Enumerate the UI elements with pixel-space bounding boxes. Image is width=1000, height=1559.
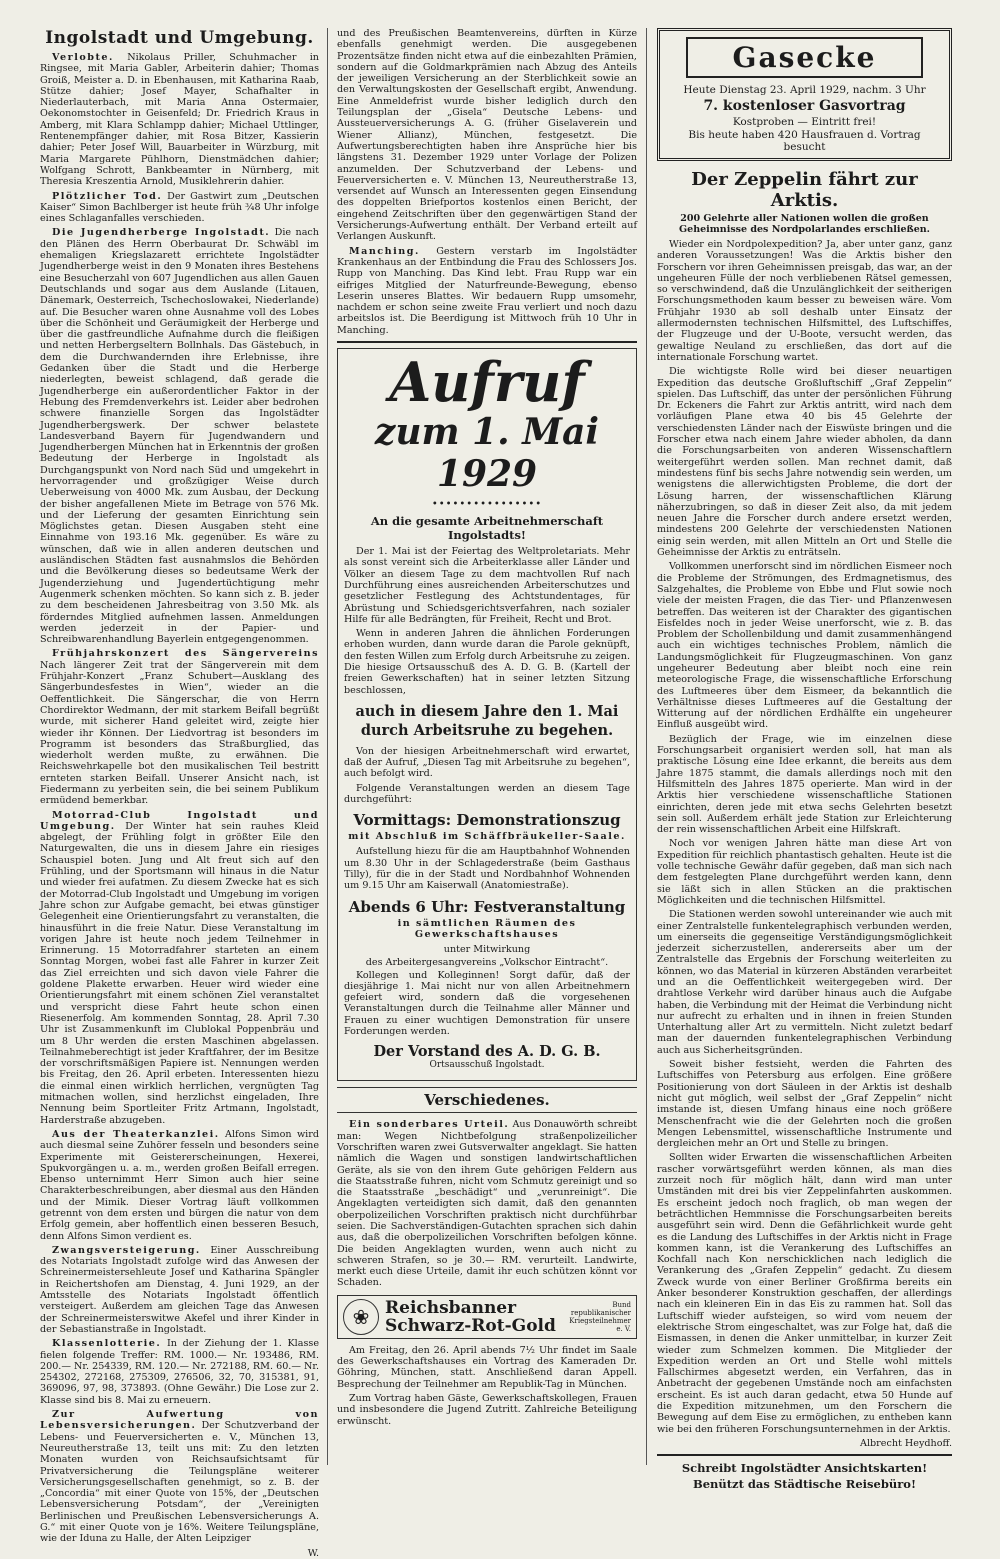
article-lead: Verlobte. bbox=[52, 52, 114, 63]
event-evening: Abends 6 Uhr: Festveranstaltung bbox=[348, 897, 626, 916]
zeppelin-paragraph: Die wichtigste Rolle wird bei dieser neuartigen Expedition das deutsche Großluftschiff „Graf Zeppelin“ spielen. Das Luftschiff, das unter der persönlichen Führung Dr. Eckeners die Fahrt zur Arktis antritt, wird nach dem vorläufigen Plane etwa 40 bis 45 Gelehrte der verschiedensten Länder nach der Eiswüste bringen und die Forscher etwa nach einem Jahre wieder abholen, da dann die Forschungsarbeiten von anderen Wissenschaftlern weitergeführt werden sollen. Man rechnet damit, daß mindestens fünf bis sechs Jahre notwendig sein werden, um wenigstens die allerwichtigsten Probleme, die dort der Lösung harren, der wissenschaftlichen Klärung näherzubringen, so daß in dieser Zeit also, da mit jedem neuen Jahre die Forscher durch andere ersetzt werden, mindestens 200 Gelehrte der verschiedensten Nationen einig sein werden, mit allen Mitteln an Ort und Stelle die Geheimnisse der Arktis zu enträtseln. bbox=[657, 366, 952, 559]
appeal-date: zum 1. Mai 1929 bbox=[374, 411, 600, 496]
appeal-paragraph: Wenn in anderen Jahren die ähnlichen Forderungen erhoben wurden, dann wurde daran die Parole geknüpft, den festen Willen zum Erfolg durch Arbeitsruhe zu zeigen. Die hiesige Ortsausschuß des A. D. G. B. (Kartell der freien Gewerkschaften) hat in seiner letzten Sitzung beschlossen, bbox=[344, 628, 630, 696]
appeal-highlight: auch in diesem Jahre den 1. Mai durch Arbeitsruhe zu begehen. bbox=[355, 702, 619, 739]
local-article bbox=[40, 227, 319, 645]
zeppelin-paragraph: Sollten wider Erwarten die wissenschaftlichen Arbeiten rascher vorwärtsgeführt werden können, als man dies zurzeit noch für möglich hält, dann wird man unter Umständen mit drei bis vier Zeppelinfahrten auskommen. Es erscheint jedoch noch fraglich, ob man wegen der beträchtlichen Hemmnisse die Forschungsarbeiten bereits ausgeführt sein wird. Denn die Gefährlichkeit wurde geht es die Landung des Luftschiffes in der Arktis nicht in Frage kommen kann, ist die Verankerung des Luftschiffes an Kochfall nach Kon nerschicklichen nach lediglich die Verankerung des „Grafen Zeppelin“ gedacht. Zu diesem Zweck wurde von einer Berliner Großfirma bereits ein Anker besonderer Konstruktion geschaffen, der allerdings nach ein kleineren Ein in das Eis zu rammen hat. Soll das Luftschiff wieder aufsteigen, so wird vom neuem der elektrische Strom eingeschaltet, was zur Folge hat, daß die Eismassen, in denen die Anker unmittelbar, in kurzer Zeit wieder zum Schmelzen kommen. Die Mitglieder der Expedition werden an Ort und Stelle wohl mittels Fallschirmes abgesetzt werden, ein Verfahren, das in Anbetracht der gegebenen Umstände noch am einfachsten erscheint. Es ist auch daran gedacht, etwa 50 Hunde auf die Expedition mitzunehmen, um den Forschern die Bewegung auf dem Eise zu ermöglichen, zu entheben kann wie bei den früheren Forschungsunternehmen in der Arktis. bbox=[657, 1152, 952, 1435]
local-article bbox=[40, 52, 319, 188]
local-articles bbox=[40, 52, 319, 1545]
zeppelin-author: Albrecht Heydhoff. bbox=[860, 1437, 952, 1449]
urteil-article bbox=[337, 1119, 637, 1288]
local-article bbox=[40, 191, 319, 225]
appeal-paragraph: Aufstellung hiezu für die am Hauptbahnhof Wohnenden um 8.30 Uhr in der Schlagederstraße (beim Gasthaus Tilly), für die in der Stadt und Nordbahnhof Wohnenden um 9.15 Uhr am Kaiserwall (Anatomiestraße). bbox=[344, 846, 630, 892]
local-article bbox=[40, 1338, 319, 1406]
article-text: Alfons Simon wird auch diesmal seine Zuhörer fesseln und besonders seine Experimente mit Geistererscheinungen, Hexerei, Spukvorgängen u. a. m., werden großen Beifall erregen. Ebenso unternimmt Herr Simon auch hier seine Charakterbeschreibungen, aber diesmal aus den Händen und der Mimik. Dieser Vortrag läuft vollkommen getrennt von dem ersten und bürgen die natur von dem Erfolg gemein, aber hoffentlich einen besseren Besuch, denn Alfons Simon verdient es. bbox=[40, 1128, 319, 1242]
article-text: In der Ziehung der 1. Klasse fielen folgende Treffer: RM. 1000.— Nr. 193486, RM. 200.— Nr. 254339, RM. 120.— Nr. 272188, RM. 60.— Nr. 254302, 272168, 275309, 276506, 32, 70, 315381, 91, 369096, 97, 98, 373893. (Ohne Gewähr.) Die Lose zur 2. Klasse sind bis 8. Mai zu erneuern. bbox=[40, 1338, 319, 1406]
local-article bbox=[40, 1245, 319, 1335]
appeal-title: Aufruf bbox=[389, 350, 585, 415]
reichsbanner-text: Zum Vortrag haben Gäste, Gewerkschaftskollegen, Frauen und insbesondere die Jugend Zutritt. Zahlreiche Beteiligung erwünscht. bbox=[337, 1392, 637, 1427]
column-right bbox=[647, 28, 953, 1491]
local-article bbox=[40, 1409, 319, 1545]
manching-lead: Manching. bbox=[349, 245, 420, 257]
gasecke-free: Kostproben — Eintritt frei! bbox=[732, 116, 877, 128]
article-lead: Klassenlotterie. bbox=[52, 1338, 162, 1350]
zeppelin-paragraph: Wieder ein Nordpolexpedition? Ja, aber unter ganz, ganz anderen Voraussetzungen! Was die Arktis bisher den Forschern vor ihren Geheimnissen preisgab, das war, an der ungeheuren Fülle der noch verbliebenen Rätsel gemessen, so verschwindend, daß die Unzulänglichkeit der seitherigen Forschungsmethoden kaum besser zu beweisen wäre. Vom Frühjahr 1930 ab soll deshalb unter Einsatz der allermodernsten technischen Hilfsmittel, des Luftschiffes, der Flugzeuge und der U-Boote, versucht werden, das gewaltige Neuland zu erschließen, das dort auf die internationale Forschung wartet. bbox=[657, 239, 952, 363]
gasecke-visitors: Bis heute haben 420 Hausfrauen d. Vortrag besucht bbox=[688, 129, 921, 153]
article-lead: Zwangsversteigerung. bbox=[52, 1244, 201, 1256]
zeppelin-paragraph: Die Stationen werden sowohl untereinander wie auch mit einer Zentralstelle funkentelegraphisch verbunden werden, um einerseits die gegenseitige Verständigungsmöglichkeit jederzeit sicherzustellen, andererseits aber um der Zentralstelle das Ergebnis der Forschung weiterleiten zu können, wo das Material in kürzeren Abständen verarbeitet und an die Oeffentlichkeit weitergegeben wird. Der drahtlose Verkehr wird darüber hinaus auch die Aufgabe haben, die Verbindung mit der Heimat die Verbindung nicht nur aufrecht zu erhalten und in ihnen in freien Stunden Unterhaltung aller Art zu vermitteln. Nicht zuletzt bedarf man der dauernden funkentelegraphischen Verbindung auch aus Sicherheitsgründen. bbox=[657, 909, 952, 1056]
reichsbanner-title: Reichsbanner Schwarz-Rot-Gold bbox=[385, 1297, 556, 1336]
misc-heading: Verschiedenes. bbox=[337, 1087, 637, 1113]
article-lead: Aus der Theaterkanzlei. bbox=[52, 1128, 220, 1140]
gasecke-event: 7. kostenloser Gasvortrag bbox=[703, 98, 906, 114]
article-lead: Die Jugendherberge Ingolstadt. bbox=[52, 227, 271, 239]
article-text: Nach längerer Zeit trat der Sängerverein mit dem Frühjahr-Konzert „Franz Schubert—Ausklang des Sängerbundesfestes in Wien“, wieder an die Oeffentlichkeit. Die Sängerschar, die von Herrn Chordirektor Wedmann, der mit starkem Beifall begrüßt wurde, mit sicherer Hand geleitet wird, zeigte hier wieder ihr Können. Der Liedvortrag ist besonders im Programm ist besonders das Straßburglied, das wiederholt werden mußte, zu erwähnen. Die Reichswehrkapelle bot den musikalischen Teil bestritt ernteten starken Beifall. Unserer Ansicht nach, ist Fiedermann zu yerbeiten sein, die bei seinem Publikum ermüdend bemerkbar. bbox=[40, 659, 319, 807]
appeal-signatory: Der Vorstand des A. D. G. B. bbox=[373, 1043, 601, 1061]
reichsbanner-banner bbox=[337, 1295, 637, 1339]
travel-office-ad: Benützt das Städtische Reisebüro! bbox=[692, 1476, 917, 1491]
divider bbox=[657, 1454, 952, 1456]
reichsbanner-subtitle: Bund republikanischer Kriegsteilnehmer e. V. bbox=[569, 1300, 631, 1333]
zeppelin-paragraph: Soweit bisher festsieht, werden die Fahrten des Luftschiffes von Petersburg aus erfolgen. Eine größere Positionierung von dort Säuleen in der Arktis ist deshalb nicht gut möglich, weil selbst der „Graf Zeppelin“ nicht imstande ist, diesen Umfang hinaus eine noch größere Menschenfracht wie die der Gelehrten noch die großen Mengen Lebensmittel, wissenschaftliche Instrumente und dergleichen mehr an Ort und Stelle zu bringen. bbox=[657, 1059, 952, 1150]
article-text: Die nach den Plänen des Herrn Oberbaurat Dr. Schwäbl im ehemaligen Kriegslazarett errichtete Ingolstädter Jugendherberge weist in den 9 Monaten ihres Bestehens eine Besucherzahl von 607 Jugendlichen aus allen Gauen Deutschlands und sogar aus dem Auslande (Litauen, Dänemark, Oesterreich, Tschechoslowakei, Niederlande) auf. Die Besucher waren ohne Ausnahme voll des Lobes über die Schönheit und Geräumigkeit der Herberge und über die gastfreundliche Aufnahme durch die fleißigen und netten Herbergseltern Bollnhals. Das Gästebuch, in dem die Durchwandernden ihre Erlebnisse, ihre Gedanken über die Stadt und die Herberge niederlegten, beweist schlagend, daß gerade die Jugendherberge ein außerordentlicher Faktor in der Hebung des Fremdenverkehrs ist. Leider aber bedrohen schwere finanzielle Sorgen das Ingolstädter Jugendherbergswerk. Der schwer belastete Landesverband Bayern für Jugendwandern und Jugendherbergen München hat in Erkenntnis der großen Bedeutung der Herberge in Ingolstadt als Durchgangspunkt von Nord nach Süd und umgekehrt in hervorragender und großzügiger Weise durch Ueberweisung von 4000 Mk. zum Ausbau, der Deckung der bisher angefallenen Miete im Betrage von 576 Mk. und der Lieferung der gesamten Einrichtung sein Möglichstes getan. Diesen Ausgaben steht eine Einnahme von 193.16 Mk. gegenüber. Es wäre zu wünschen, daß wie in allen anderen deutschen und ausländischen Städten fast ausnahmslos die Behörden und die Bevölkerung dieses so bedeutsame Werk der Jugenderziehung und Jugendertüchtigung mehr Augenmerk schenken möchten. So kann sich z. B. jeder zu dem bescheidenen Jahresbeitrag von 3.50 Mk. als förderndes Mitglied aufnehmen lassen. Anmeldungen werden jederzeit in der Papier- und Schreibwarenhandlung Bayerlein entgegengenommen. bbox=[40, 227, 319, 646]
article-text: Nikolaus Priller, Schuhmacher in Ringsee, mit Maria Gabler, Arbeiterin dahier; Thomas Groiß, Meister a. D. in Ebenhausen, mit Katharina Raab, Stütze dahier; Josef Mayer, Schafhalter in Niederlauterbach, mit Maria Anna Ostermaier, Oekonomstochter in Geisenfeld; Dr. Friedrich Kraus in Amberg, mit Klara Schlampp dahier; Michael Uttlinger, Rentenempfänger dahier, mit Rosa Bitzer, Kassierin dahier; Peter Josef Will, Bauarbeiter in Würzburg, mit Maria Margarete Pühlhorn, Dienstmädchen dahier; Wolfgang Schrott, Bankbeamter in Nürnberg, mit Theresia Kreszentia Arnold, Musiklehrerin dahier. bbox=[40, 52, 319, 188]
zeppelin-paragraph: Bezüglich der Frage, wie im einzelnen diese Forschungsarbeit organisiert werden soll, hat man als praktische Lösung eine Idee erkannt, die bereits aus dem Jahre 1875 stammt, die damals allerdings noch mit den Hilfsmitteln des Jahres 1875 operierte. Man wird in der Arktis hier verschiedene wissenschaftliche Stationen einrichten, deren jede mit etwa sechs Gelehrten besetzt sein soll. Außerdem erhält jede Station zur Erleichterung der rein wissenschaftlichen Arbeit eine Hilfskraft. bbox=[657, 733, 952, 836]
section-headline: Ingolstadt und Umgebung. bbox=[45, 28, 314, 48]
eagle-icon: ❀ bbox=[343, 1299, 379, 1335]
urteil-text: Aus Donauwörth schreibt man: Wegen Nichtbefolgung straßenpolizeilicher Vorschriften waren zwei Gutsverwalter angeklagt. Sie hatten nämlich die Wagen und sonstigen landwirtschaftlichen Geräte, als sie von den ihrem Gute gehörigen Feldern aus die Staatsstraße fuhren, nicht vom Schmutz gereinigt und so die Staatsstraße „beschädigt“ und „verunreinigt“. Die Angeklagten verteidigten sich damit, daß den genannten oberpolizeilichen Vorschriften praktisch nicht durchführbar seien. Die Sachverständigen-Gutachten sprachen sich dahin aus, daß die oberpolizeilichen Vorschriften befolgen könne. Die beiden Angeklagten wurden, wenn auch nicht zu schweren Strafen, so je 30.— RM. verurteilt. Landwirte, merkt euch diese Urteile, damit ihr euch schützen könnt vor Schaden. bbox=[337, 1119, 637, 1289]
event-morning: Vormittags: Demonstrationszug bbox=[353, 811, 621, 830]
appeal-paragraph: Folgende Veranstaltungen werden an diesem Tage durchgeführt: bbox=[344, 782, 630, 806]
may-day-appeal bbox=[337, 348, 637, 1081]
article-signature: W. bbox=[307, 1547, 319, 1559]
local-article bbox=[40, 1129, 319, 1242]
appeal-paragraph: Kollegen und Kolleginnen! Sorgt dafür, daß der diesjährige 1. Mai nicht nur von allen Arbeitnehmern gefeiert wird, sondern daß die vorgesehenen Veranstaltungen durch die Teilnahme aller Männer und Frauen zu einer wuchtigen Demonstration für unsere Forderungen werden. bbox=[344, 969, 630, 1038]
zeppelin-headline: Der Zeppelin fährt zur Arktis. bbox=[691, 169, 918, 211]
article-text: Der Schutzverband der Lebens- und Feuerversicherten e. V., München 13, Neureutherstraße 13, teilt uns mit: Zu den letzten Monaten wurden von Reichsaufsichtsamt für Privatversicherung die Teilungspläne weiterer Versicherungsgesellschaften genehmigt, so z. B. der „Concordia“ mit einer Quote von 15%, der „Deutschen Lebensversicherung Potsdam“, der „Vereinigten Berlinischen und Preußischen Lebensversicherungs A. G.“ mit einer Quote von je 16%. Weitere Teilungspläne, wie der Iduna zu Halle, der Alten Leipziger bbox=[40, 1420, 319, 1545]
divider bbox=[337, 341, 637, 343]
column-local-news bbox=[40, 28, 327, 1559]
zeppelin-paragraph: Noch vor wenigen Jahren hätte man diese Art von Expedition für reichlich phantastisch gehalten. Heute ist die volle technische Gewähr dafür gegeben, daß man sich nach dem festgelegten Plane durchgeführt werden kann, denn sie läßt sich in allen Stücken an die praktischen Möglichkeiten und die technischen Hilfsmittel. bbox=[657, 838, 952, 906]
event-morning-sub: mit Abschluß im Schäffbräukeller-Saale. bbox=[348, 831, 626, 843]
appeal-subtitle: An die gesamte Arbeitnehmerschaft Ingolstadts! bbox=[370, 514, 604, 543]
event-choir: des Arbeitergesangvereins „Volkschor Eintracht“. bbox=[365, 956, 609, 968]
manching-article bbox=[337, 246, 637, 336]
article-lead: Zur Aufwertung von Lebensversicherungen. bbox=[40, 1409, 319, 1432]
gasecke-title: Gasecke bbox=[686, 37, 923, 78]
gasecke-ad bbox=[657, 28, 952, 161]
reichsbanner-text: Am Freitag, den 26. April abends 7½ Uhr findet im Saale des Gewerkschaftshauses ein Vortrag des Kameraden Dr. Göhring, München, statt. Anschließend daran Appell. Besprechung der Teilnehmer am Republik-Tag in München. bbox=[337, 1344, 637, 1390]
postcard-ad: Schreibt Ingolstädter Ansichtskarten! bbox=[681, 1460, 928, 1475]
urteil-lead: Ein sonderbares Urteil. bbox=[349, 1119, 510, 1131]
insurance-continued: und des Preußischen Beamtenvereins, dürften in Kürze ebenfalls genehmigt werden. Die ausgegebenen Prozentsätze finden nicht etwa auf die einbezahlten Prämien, sondern auf die Goldmarkprämien nach Abzug des Anteils der jeweiligen Versicherung an der Sterblichkeit sowie an den Verwaltungskosten der Gesellschaft ergibt, Anwendung. Eine Anmeldefrist wurde bisher lediglich durch den Teilungsplan der „Gisela“ Deutsche Lebens- und Aussteuerversicherungs A. G. (früher Giselaverein und Wiener Allianz), München, festgesetzt. Die Aufwertungsberechtigten haben ihre Ansprüche hier bis längstens 31. Dezember 1929 unter Vorlage der Polizen anzumelden. Der Schutzverband der Lebens- und Feuerversicherten e. V. München 13, Neureutherstraße 13, versendet auf Wunsch an Interessenten gegen Einsendung des doppelten Briefportos kostenlos einen Bericht, der eingehend Zeitschriften über den gegenwärtigen Stand der Versicherungs-Aufwertung enthält. Der Verband erteilt auf Verlangen Auskunft. bbox=[337, 28, 637, 243]
zeppelin-subheadline: 200 Gelehrte aller Nationen wollen die großen Geheimnisse des Nordpolarlandes erschließen. bbox=[679, 213, 930, 235]
column-middle bbox=[327, 28, 647, 1465]
local-article bbox=[40, 648, 319, 806]
appeal-signatory-sub: Ortsausschuß Ingolstadt. bbox=[429, 1060, 545, 1071]
gasecke-date: Heute Dienstag 23. April 1929, nachm. 3 Uhr bbox=[683, 84, 926, 96]
zeppelin-paragraph: Vollkommen unerforscht sind im nördlichen Eismeer noch die Probleme der Strömungen, des Erdmagnetismus, des Salzgehaltes, die Probleme von Ebbe und Flut sowie noch viele der meisten Fragen, die das Tier- und Pflanzenwesen betreffen. Das weiteren ist der Charakter des gigantischen Eisfeldes noch in jeder Weise unerforscht, wie z. B. das Problem der Schollenbildung und damit zusammenhängend auch ein wichtiges technisches Problem, nämlich die Landungsmöglichkeit für Flugzeugmaschinen. Von ganz ungeheurer Bedeutung aber bleibt noch eine rein meteorologische Frage, die wissenschaftliche Erforschung des Luftmeeres über dem Eismeer, da bekanntlich die Verhältnisse dieses Luftmeeres auf die Gestaltung der Witterung auf der nördlichen Erdhälfte ein ungeheurer Einfluß ausgeübt wird. bbox=[657, 561, 953, 731]
article-lead: Plötzlicher Tod. bbox=[52, 190, 163, 202]
article-lead: Motorrad-Club Ingolstadt und Umgebung. bbox=[40, 809, 319, 832]
appeal-paragraph: Von der hiesigen Arbeitnehmerschaft wird erwartet, daß der Aufruf, „Diesen Tag mit Arbeitsruhe zu begehen“, auch befolgt wird. bbox=[344, 745, 630, 780]
article-text: Der Winter hat sein rauhes Kleid abgelegt, der Frühling folgt in größter Eile den Naturgewalten, die uns in diesem Jahre ein riesiges Schauspiel boten. Jung und Alt freut sich auf den Frühling, und der Sportsmann will hinaus in die Natur und wieder frei aufatmen. Zu diesem Zwecke hat es sich der Motorrad-Club Ingolstadt und Umgebung im vorigen Jahre schon zur Aufgabe gemacht, bei etwas günstiger Gelegenheit eine Orientierungsfahrt zu veranstalten, die hinausführt in die freie Natur. Diese Veranstaltung im vorigen Jahre ist heute noch jedem Teilnehmer in Erinnerung. 15 Motorradfahrer starteten an einem Sonntag Morgen, wobei fast alle Fahrer in kurzer Zeit das Ziel erreichten und sich davon viele Fahrer die goldene Plakette erwarben. Heuer wird wieder eine Orientierungsfahrt mit einem schönen Ziel veranstaltet und verspricht diese Fahrt heute schon einen Riesenerfolg. Am kommenden Sonntag, 28. April 7.30 Uhr ist Zusammenkunft im Clublokal Poppenbräu und um 8 Uhr werden die ersten Maschinen abgelassen. Teilnahmeberechtigt ist jeder Kraftfahrer, der im Besitze der vorschriftsmäßigen Papiere ist. Nennungen werden bis Freitag, den 26. April erbeten. Interessenten hiezu die einmal einen wirklich herrlichen, vergnügten Tag mitmachen wollen, sind herzlichst eingeladen, Ihre Nennung beim Sportleiter Fritz Artmann, Ingolstadt, Harderstraße abzugeben. bbox=[40, 820, 319, 1126]
article-text: Einer Ausschreibung des Notariats Ingolstadt zufolge wird das Anwesen der Schreinermeistersehleute Josef und Katharina Spängler in Reichertshofen am Dienstag, 4. Juni 1929, an der Amtsstelle des Notariats Ingolstadt öffentlich versteigert. Außerdem am gleichen Tage das Anwesen der Schreinermeisterswitwe Akefel und ihrer Kinder in der Sebastianstraße in Ingolstadt. bbox=[40, 1244, 319, 1335]
zeppelin-article bbox=[657, 239, 952, 1435]
local-article bbox=[40, 810, 319, 1126]
manching-text: Gestern verstarb im Ingolstädter Krankenhaus an der Entbindung die Frau des Schlossers Jos. Rupp von Manching. Das Kind lebt. Frau Rupp war ein eifriges Mitglied der Naturfreunde-Bewegung, ebenso Leserin unseres Blattes. Wir bedauern Rupp umsomehr, nachdem er schon seine zweite Frau verliert und noch dazu arbeitslos ist. Die Beerdigung ist Mittwoch früh 10 Uhr in Manching. bbox=[337, 245, 637, 336]
article-lead: Frühjahrskonzert des Sängervereins bbox=[52, 648, 319, 660]
ornament-dots: •••••••••••••••• bbox=[431, 499, 543, 511]
event-evening-sub: in sämtlichen Räumen des Gewerkschaftshauses bbox=[397, 917, 577, 940]
appeal-paragraph: Der 1. Mai ist der Feiertag des Weltproletariats. Mehr als sonst vereint sich die Arbeiterklasse aller Länder und Völker an diesem Tage zu dem machtvollen Ruf nach Durchführung eines ausreichenden Arbeiterschutzes und gesetzlicher Festlegung des Achtstundentages, für Abrüstung und Schiedsgerichtsverfahren, nach sozialer Hilfe für alle Bedrängten, für Freiheit, Recht und Brot. bbox=[344, 546, 630, 625]
event-with: unter Mitwirkung bbox=[443, 943, 531, 955]
article-text: Der Gastwirt zum „Deutschen Kaiser“ Simon Bachlberger ist heute früh ¾8 Uhr infolge eines Schlaganfalles verschieden. bbox=[40, 190, 319, 225]
